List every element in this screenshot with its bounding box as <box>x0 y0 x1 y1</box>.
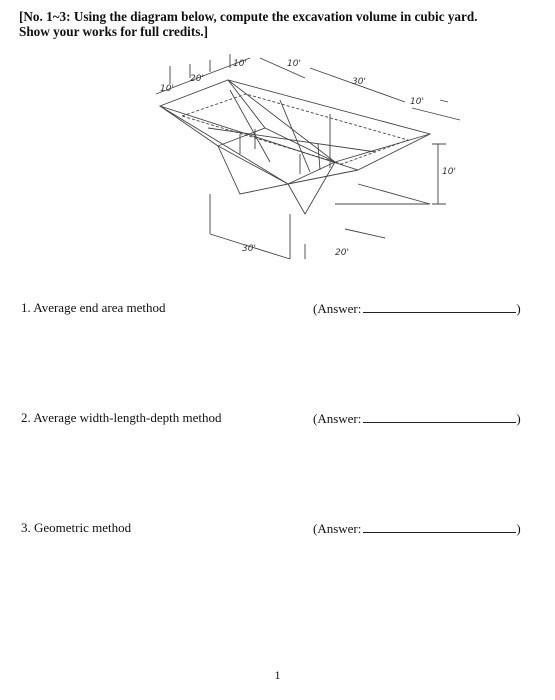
answer-1-label: (Answer: <box>313 301 362 316</box>
answer-1-blank[interactable] <box>363 300 516 313</box>
dim-label-10-left: 10' <box>160 84 174 94</box>
question-2-answer <box>313 410 521 427</box>
question-1-answer <box>313 300 521 317</box>
dim-label-10-depth: 10' <box>442 167 456 177</box>
excavation-diagram <box>130 44 470 276</box>
question-1-label: 1. Average end area method <box>21 300 166 315</box>
dim-label-20-bottom: 20' <box>335 248 349 258</box>
header-line-2: Show your works for full credits.] <box>19 24 209 39</box>
answer-3-close: ) <box>516 521 521 536</box>
dim-label-10-right: 10' <box>410 97 424 107</box>
header-line-1: [No. 1~3: Using the diagram below, compute the excavation volume in cubic yard. <box>19 9 478 24</box>
dim-label-30-top: 30' <box>352 77 366 87</box>
page-number: 1 <box>274 668 281 682</box>
answer-3-label: (Answer: <box>313 521 362 536</box>
problem-header <box>19 9 539 39</box>
excavation-figure <box>130 44 470 276</box>
dim-label-10-top-b: 10' <box>287 59 301 69</box>
answer-2-blank[interactable] <box>363 410 516 423</box>
question-2-label: 2. Average width-length-depth method <box>21 410 222 425</box>
dim-label-30-bottom: 30' <box>242 244 256 254</box>
answer-1-close: ) <box>516 301 521 316</box>
dim-label-20-left: 20' <box>190 74 204 84</box>
dim-label-10-top-a: 10' <box>233 59 247 69</box>
question-3-answer <box>313 520 521 537</box>
question-3-label: 3. Geometric method <box>21 520 132 535</box>
answer-2-label: (Answer: <box>313 411 362 426</box>
answer-3-blank[interactable] <box>363 520 516 533</box>
answer-2-close: ) <box>516 411 521 426</box>
